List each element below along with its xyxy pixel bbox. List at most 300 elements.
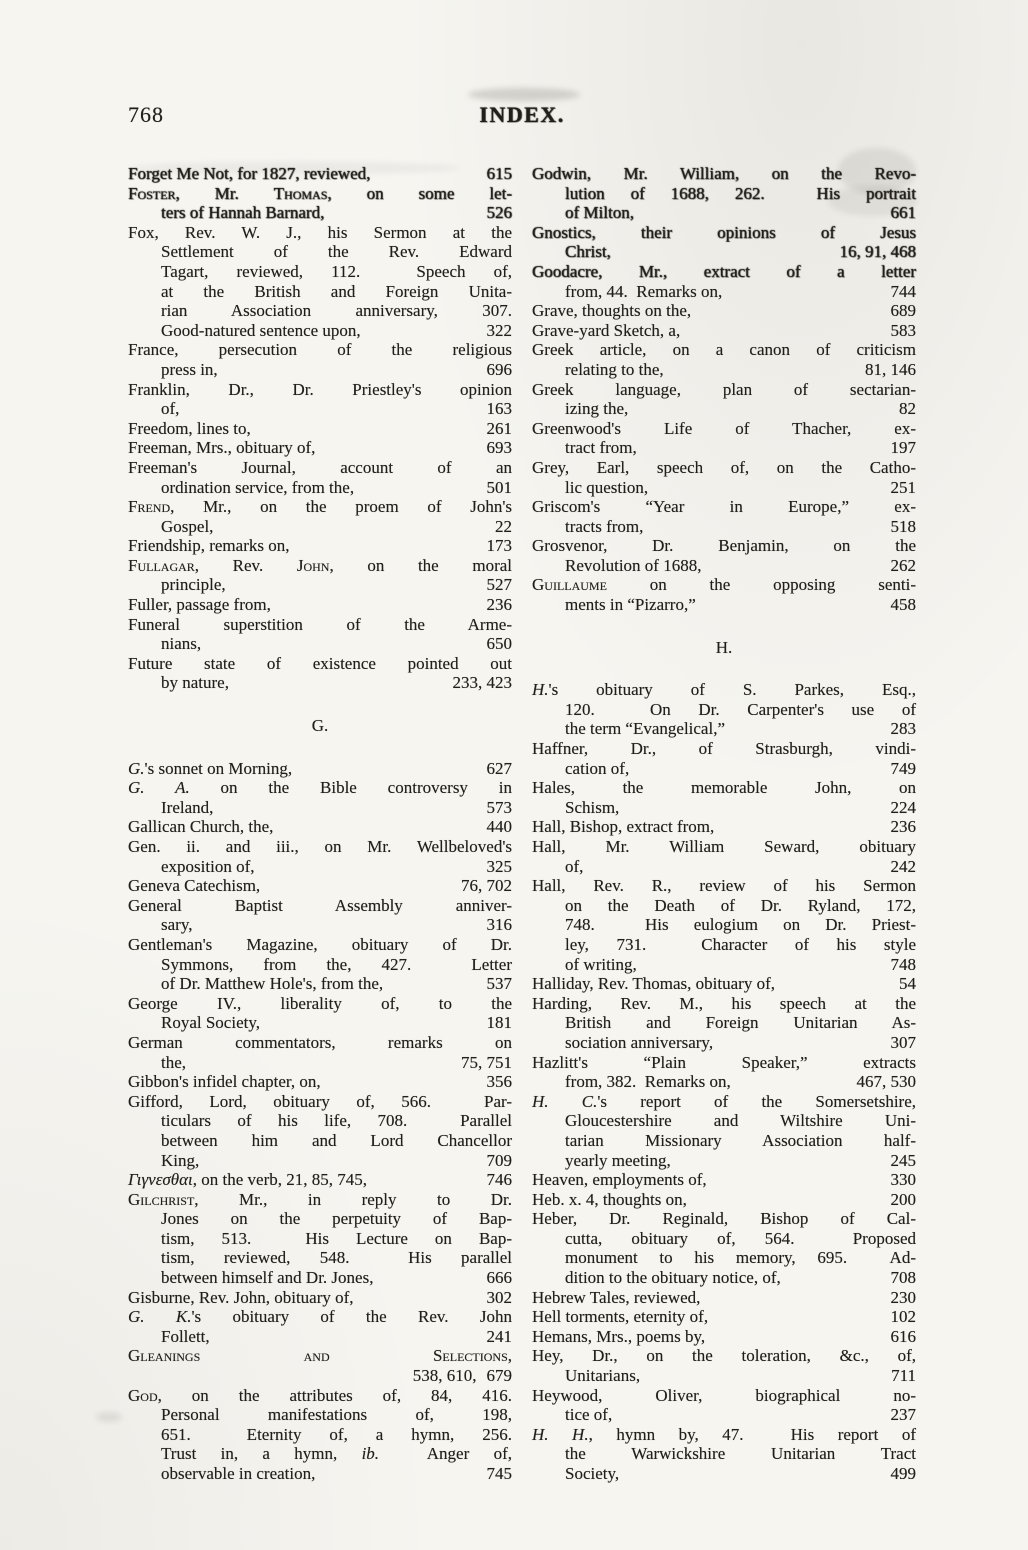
index-entry-line bbox=[532, 223, 916, 243]
entry-text: observable in creation, bbox=[161, 1464, 316, 1483]
page bbox=[128, 102, 916, 1484]
page-ref: 322 bbox=[486, 320, 512, 340]
entry-text: Hell torments, eternity of, bbox=[532, 1307, 709, 1327]
entry-text: Hey, Dr., on the toleration, &c., of, bbox=[532, 1346, 916, 1366]
index-entry-line bbox=[532, 1464, 916, 1484]
scan-smudge bbox=[96, 1412, 122, 1422]
index-entry-line bbox=[128, 798, 512, 818]
entry-text: Gen. ii. and iii., on Mr. Wellbeloved's bbox=[128, 837, 512, 856]
entry-text: Heaven, employments of, bbox=[532, 1170, 707, 1190]
page-ref: 749 bbox=[890, 758, 916, 778]
entry-text: press in, bbox=[161, 359, 218, 379]
page-ref: 233, 423 bbox=[452, 673, 512, 693]
page-ref: 22 bbox=[495, 516, 512, 536]
page-ref: 197 bbox=[890, 438, 916, 458]
entry-text: Good-natured sentence upon, bbox=[161, 320, 361, 340]
index-entry-line bbox=[532, 360, 916, 380]
entry-text: tism, 513. His Lecture on Bap- bbox=[161, 1228, 512, 1248]
index-entry-line bbox=[532, 1033, 916, 1053]
index-entry-line bbox=[128, 1131, 512, 1151]
index-columns bbox=[128, 164, 916, 1484]
entry-text: Gentleman's Magazine, obituary of Dr. bbox=[128, 934, 512, 954]
index-entry-line bbox=[532, 184, 916, 204]
entry-text: 748. His eulogium on Dr. Priest- bbox=[565, 915, 916, 935]
entry-text: yearly meeting, bbox=[565, 1150, 671, 1170]
index-entry-line bbox=[128, 896, 512, 916]
index-entry-line bbox=[532, 340, 916, 360]
index-entry-line bbox=[128, 536, 512, 556]
entry-text: Grey, Earl, speech of, on the Catho- bbox=[532, 457, 916, 477]
entry-text: principle, bbox=[161, 575, 226, 595]
entry-text: Fox, Rev. W. J., his Sermon at the bbox=[128, 222, 512, 242]
index-entry-line bbox=[128, 458, 512, 478]
index-entry-line bbox=[128, 1327, 512, 1347]
index-entry-line bbox=[128, 1190, 512, 1210]
index-column-right bbox=[532, 164, 916, 1484]
index-entry-line bbox=[128, 1464, 512, 1484]
entry-text: Heywood, Oliver, biographical no- bbox=[532, 1385, 916, 1405]
index-entry-line bbox=[532, 1307, 916, 1327]
entry-text: sary, bbox=[161, 915, 193, 935]
index-entry-line bbox=[532, 1151, 916, 1171]
entry-text: Foster, Mr. Thomas, on some let- bbox=[128, 183, 512, 203]
page-ref: 261 bbox=[486, 418, 512, 438]
page-ref: 163 bbox=[486, 399, 512, 419]
index-entry-line bbox=[128, 1307, 512, 1327]
index-entry-line bbox=[128, 340, 512, 360]
index-entry-line bbox=[532, 759, 916, 779]
page-ref: 583 bbox=[890, 320, 916, 340]
entry-text: by nature, bbox=[161, 673, 229, 693]
index-entry-line bbox=[128, 915, 512, 935]
index-entry-line bbox=[128, 1033, 512, 1053]
entry-text: 538, 610, bbox=[412, 1366, 477, 1386]
entry-text: Hebrew Tales, reviewed, bbox=[532, 1287, 701, 1307]
entry-text: the Warwickshire Unitarian Tract bbox=[565, 1444, 916, 1464]
entry-text: Follett, bbox=[161, 1326, 210, 1346]
page-ref: 527 bbox=[486, 575, 512, 595]
page-ref: 325 bbox=[486, 856, 512, 876]
entry-text: 120. On Dr. Carpenter's use of bbox=[565, 699, 916, 719]
page-ref: 307 bbox=[890, 1032, 916, 1052]
page-ref: 748 bbox=[890, 954, 916, 974]
index-entry-line bbox=[128, 360, 512, 380]
index-entry-line bbox=[532, 497, 916, 517]
entry-text: Gloucestershire and Wiltshire Uni- bbox=[565, 1111, 916, 1131]
page-ref: 679 bbox=[486, 1366, 512, 1386]
entry-text: Γιγνεσθαι, on the verb, 21, 85, 745, bbox=[128, 1170, 368, 1190]
index-entry-line bbox=[128, 1268, 512, 1288]
index-entry-line bbox=[532, 1327, 916, 1347]
index-entry-line bbox=[532, 837, 916, 857]
index-entry-line bbox=[128, 1092, 512, 1112]
index-entry-line bbox=[128, 1013, 512, 1033]
index-entry-line bbox=[532, 399, 916, 419]
index-entry-line bbox=[532, 517, 916, 537]
entry-text: Greek article, on a canon of criticism bbox=[532, 340, 916, 360]
entry-text: Haffner, Dr., of Strasburgh, vindi- bbox=[532, 739, 916, 759]
entry-text: relating to the, bbox=[565, 359, 664, 379]
entry-text: H. C.'s report of the Somersetshire, bbox=[532, 1091, 916, 1111]
index-entry-line bbox=[532, 438, 916, 458]
entry-text: Fullagar, Rev. John, on the moral bbox=[128, 555, 512, 575]
index-entry-line bbox=[532, 321, 916, 341]
index-entry-line bbox=[532, 1346, 916, 1366]
index-entry-line bbox=[532, 700, 916, 720]
index-entry-line bbox=[128, 184, 512, 204]
index-entry-line bbox=[128, 1346, 512, 1366]
index-entry-line bbox=[128, 203, 512, 223]
index-entry-line bbox=[128, 935, 512, 955]
index-entry-line bbox=[532, 203, 916, 223]
entry-text: rian Association anniversary, 307. bbox=[161, 301, 512, 321]
entry-text: G.'s sonnet on Morning, bbox=[128, 758, 293, 778]
entry-text: Society, bbox=[565, 1464, 620, 1483]
entry-text: Gifford, Lord, obituary of, 566. Par- bbox=[128, 1091, 512, 1111]
entry-text: 651. Eternity of, a hymn, 256. bbox=[161, 1424, 512, 1444]
index-entry-line bbox=[532, 994, 916, 1014]
entry-text: Freeman's Journal, account of an bbox=[128, 457, 512, 477]
entry-text: of, bbox=[565, 856, 584, 876]
index-entry-line bbox=[532, 1248, 916, 1268]
entry-text: Fuller, passage from, bbox=[128, 595, 271, 615]
entry-text: H. H., hymn by, 47. His report of bbox=[532, 1424, 916, 1444]
entry-text: France, persecution of the religious bbox=[128, 340, 512, 360]
index-entry-line bbox=[128, 1053, 512, 1073]
index-entry-line bbox=[532, 242, 916, 262]
entry-text: Royal Society, bbox=[161, 1013, 260, 1033]
page-ref: 245 bbox=[890, 1150, 916, 1170]
page-ref: 356 bbox=[486, 1072, 512, 1092]
entry-text: monument to his memory, 695. Ad- bbox=[565, 1248, 916, 1268]
page-title: INDEX. bbox=[479, 102, 565, 127]
entry-text: of, bbox=[161, 399, 180, 419]
page-ref: 102 bbox=[890, 1307, 916, 1327]
page-ref: 518 bbox=[890, 516, 916, 536]
index-entry-line bbox=[128, 955, 512, 975]
page-ref: 696 bbox=[486, 359, 512, 379]
page-ref: 627 bbox=[486, 758, 512, 778]
entry-text: Godwin, Mr. William, on the Revo- bbox=[532, 164, 916, 183]
index-entry-line bbox=[532, 935, 916, 955]
entry-text: Greek language, plan of sectarian- bbox=[532, 379, 916, 399]
index-entry-line bbox=[532, 478, 916, 498]
page-ref: 76, 702 bbox=[461, 876, 512, 896]
page-number: 768 bbox=[128, 102, 164, 127]
entry-text: Gisburne, Rev. John, obituary of, bbox=[128, 1287, 354, 1307]
index-entry-line bbox=[532, 1405, 916, 1425]
page-ref: 251 bbox=[890, 477, 916, 497]
entry-text: Freedom, lines to, bbox=[128, 418, 251, 438]
entry-text: Guillaume on the opposing senti- bbox=[532, 575, 916, 595]
page-ref: 200 bbox=[890, 1189, 916, 1209]
page-ref: 16, 91, 468 bbox=[839, 242, 916, 262]
index-entry-line bbox=[128, 817, 512, 837]
entry-text: Grave, thoughts on the, bbox=[532, 301, 692, 321]
page-ref: 316 bbox=[486, 915, 512, 935]
entry-text: of writing, bbox=[565, 954, 637, 974]
index-entry-line bbox=[128, 1386, 512, 1406]
entry-text: of Milton, bbox=[565, 203, 634, 223]
index-entry-line bbox=[532, 719, 916, 739]
entry-text: tism, reviewed, 548. His parallel bbox=[161, 1248, 512, 1268]
page-ref: 615 bbox=[486, 164, 512, 183]
index-entry-line bbox=[532, 282, 916, 302]
entry-text: Heber, Dr. Reginald, Bishop of Cal- bbox=[532, 1209, 916, 1229]
index-entry-line bbox=[532, 1092, 916, 1112]
page-ref: 467, 530 bbox=[856, 1072, 916, 1092]
entry-text: Trust in, a hymn, ib. Anger of, bbox=[161, 1444, 512, 1464]
index-entry-line bbox=[532, 1268, 916, 1288]
page-ref: 262 bbox=[890, 555, 916, 575]
entry-text: Gleanings and Selections, bbox=[128, 1346, 512, 1366]
index-entry-line bbox=[128, 994, 512, 1014]
entry-text: Hales, the memorable John, on bbox=[532, 778, 916, 798]
page-ref: 242 bbox=[890, 856, 916, 876]
entry-text: Goodacre, Mr., extract of a letter bbox=[532, 261, 916, 281]
page-ref: 666 bbox=[486, 1268, 512, 1288]
page-ref: 230 bbox=[890, 1287, 916, 1307]
entry-text: Gilchrist, Mr., in reply to Dr. bbox=[128, 1189, 512, 1209]
entry-text: Geneva Catechism, bbox=[128, 876, 261, 896]
entry-text: Franklin, Dr., Dr. Priestley's opinion bbox=[128, 379, 512, 399]
index-entry-line bbox=[532, 1425, 916, 1445]
index-entry-line bbox=[532, 1072, 916, 1092]
page-ref: 709 bbox=[486, 1150, 512, 1170]
index-entry-line bbox=[532, 262, 916, 282]
entry-text: cutta, obituary of, 564. Proposed bbox=[565, 1228, 916, 1248]
entry-text: lution of 1688, 262. His portrait bbox=[565, 183, 916, 203]
index-entry-line bbox=[128, 837, 512, 857]
page-ref: 458 bbox=[890, 595, 916, 615]
index-entry-line bbox=[532, 955, 916, 975]
page-ref: 75, 751 bbox=[461, 1052, 512, 1072]
entry-text: the, bbox=[161, 1052, 187, 1072]
entry-text: General Baptist Assembly anniver- bbox=[128, 895, 512, 915]
entry-text: Unitarians, bbox=[565, 1366, 641, 1386]
section-heading: H. bbox=[715, 637, 733, 657]
index-entry-line bbox=[128, 1170, 512, 1190]
page-ref: 661 bbox=[890, 203, 916, 223]
index-entry-line bbox=[128, 634, 512, 654]
index-entry-line bbox=[532, 419, 916, 439]
index-entry-line bbox=[128, 1111, 512, 1131]
index-entry-line bbox=[532, 595, 916, 615]
page-ref: 330 bbox=[890, 1170, 916, 1190]
index-entry-line bbox=[128, 1229, 512, 1249]
entry-text: from, 382. Remarks on, bbox=[565, 1072, 731, 1092]
index-entry-line bbox=[128, 478, 512, 498]
page-ref: 173 bbox=[486, 536, 512, 556]
page-ref: 302 bbox=[486, 1287, 512, 1307]
entry-text: Forget Me Not, for 1827, reviewed, bbox=[128, 164, 371, 183]
entry-text: Gospel, bbox=[161, 516, 214, 536]
entry-text: Ireland, bbox=[161, 797, 214, 817]
index-column-left bbox=[128, 164, 512, 1484]
index-entry-line bbox=[532, 164, 916, 184]
entry-text: ley, 731. Character of his style bbox=[565, 934, 916, 954]
entry-text: the term “Evangelical,” bbox=[565, 719, 725, 739]
entry-text: Jones on the perpetuity of Bap- bbox=[161, 1209, 512, 1229]
entry-text: tice of, bbox=[565, 1405, 613, 1425]
entry-text: Schism, bbox=[565, 797, 620, 817]
index-entry-line bbox=[532, 1209, 916, 1229]
entry-text: Hall, Rev. R., review of his Sermon bbox=[532, 876, 916, 896]
entry-text: tarian Missionary Association half- bbox=[565, 1130, 916, 1150]
page-ref: 708 bbox=[890, 1268, 916, 1288]
entry-text: sociation anniversary, bbox=[565, 1032, 714, 1052]
page-ref: 746 bbox=[486, 1170, 512, 1190]
entry-text: German commentators, remarks on bbox=[128, 1032, 512, 1052]
index-entry-line bbox=[128, 399, 512, 419]
index-entry-line bbox=[532, 458, 916, 478]
page-ref: 526 bbox=[486, 203, 512, 223]
entry-text: Grave-yard Sketch, a, bbox=[532, 320, 681, 340]
entry-text: Personal manifestations of, 198, bbox=[161, 1405, 512, 1425]
page-ref: 241 bbox=[486, 1326, 512, 1346]
entry-text: Hall, Mr. William Seward, obituary bbox=[532, 837, 916, 856]
page-ref: 81, 146 bbox=[865, 359, 916, 379]
entry-text: G. A. on the Bible controversy in bbox=[128, 778, 512, 798]
entry-text: lic question, bbox=[565, 477, 649, 497]
entry-text: on the Death of Dr. Ryland, 172, bbox=[565, 895, 916, 915]
entry-text: Grosvenor, Dr. Benjamin, on the bbox=[532, 536, 916, 556]
entry-text: dition to the obituary notice, of, bbox=[565, 1268, 781, 1288]
index-entry-line bbox=[128, 242, 512, 262]
page-ref: 54 bbox=[899, 974, 916, 994]
entry-text: British and Foreign Unitarian As- bbox=[565, 1013, 916, 1033]
index-entry-line bbox=[128, 1288, 512, 1308]
entry-text: Hazlitt's “Plain Speaker,” extracts bbox=[532, 1052, 916, 1072]
entry-text: ters of Hannah Barnard, bbox=[161, 203, 325, 223]
entry-text: tract from, bbox=[565, 438, 637, 458]
index-entry-line bbox=[128, 876, 512, 896]
index-entry-line bbox=[128, 1151, 512, 1171]
entry-text: Funeral superstition of the Arme- bbox=[128, 614, 512, 634]
entry-text: Future state of existence pointed out bbox=[128, 653, 512, 673]
index-entry-line bbox=[128, 673, 512, 693]
index-entry-line bbox=[532, 778, 916, 798]
index-entry-line bbox=[128, 857, 512, 877]
entry-text: of Dr. Matthew Hole's, from the, bbox=[161, 974, 384, 994]
entry-text: Gibbon's infidel chapter, on, bbox=[128, 1072, 321, 1092]
index-entry-line bbox=[128, 301, 512, 321]
entry-text: Symmons, from the, 427. Letter bbox=[161, 954, 512, 974]
entry-text: Heb. x. 4, thoughts on, bbox=[532, 1189, 687, 1209]
scan-smudge bbox=[468, 88, 580, 101]
entry-text: Gnostics, their opinions of Jesus bbox=[532, 222, 916, 242]
index-entry-line bbox=[128, 223, 512, 243]
page-ref: 236 bbox=[486, 595, 512, 615]
index-entry-line bbox=[532, 556, 916, 576]
index-entry-line bbox=[532, 1131, 916, 1151]
entry-text: ordination service, from the, bbox=[161, 477, 355, 497]
index-entry-line bbox=[128, 164, 512, 184]
index-entry-line bbox=[532, 301, 916, 321]
entry-text: Frend, Mr., on the proem of John's bbox=[128, 497, 512, 517]
index-entry-line bbox=[532, 536, 916, 556]
index-entry-line bbox=[128, 1248, 512, 1268]
index-entry-line bbox=[128, 759, 512, 779]
entry-text: cation of, bbox=[565, 758, 630, 778]
entry-text: G. K.'s obituary of the Rev. John bbox=[128, 1307, 512, 1327]
page-ref: 440 bbox=[486, 817, 512, 837]
entry-text: between himself and Dr. Jones, bbox=[161, 1268, 374, 1288]
index-entry-line bbox=[128, 517, 512, 537]
index-entry-line bbox=[128, 654, 512, 674]
page-ref: 181 bbox=[486, 1013, 512, 1033]
entry-text: ments in “Pizarro,” bbox=[565, 595, 696, 615]
index-entry-line bbox=[532, 876, 916, 896]
index-entry-line bbox=[532, 798, 916, 818]
index-entry-line bbox=[532, 915, 916, 935]
index-entry-line bbox=[128, 595, 512, 615]
index-entry-line bbox=[128, 1072, 512, 1092]
page-ref: 501 bbox=[486, 477, 512, 497]
entry-text: Friendship, remarks on, bbox=[128, 536, 290, 556]
page-ref: 689 bbox=[890, 301, 916, 321]
entry-text: ticulars of his life, 708. Parallel bbox=[161, 1111, 512, 1131]
entry-text: exposition of, bbox=[161, 856, 255, 876]
index-entry-line bbox=[128, 575, 512, 595]
page-ref: 744 bbox=[890, 281, 916, 301]
index-entry-line bbox=[532, 857, 916, 877]
index-entry-line bbox=[532, 1111, 916, 1131]
index-entry-line bbox=[532, 739, 916, 759]
page-ref: 224 bbox=[890, 797, 916, 817]
index-entry-line bbox=[532, 817, 916, 837]
index-entry-line bbox=[532, 1013, 916, 1033]
index-entry-line bbox=[128, 438, 512, 458]
index-entry-line bbox=[532, 1170, 916, 1190]
entry-text: Hemans, Mrs., poems by, bbox=[532, 1326, 706, 1346]
page-ref: 693 bbox=[486, 438, 512, 458]
index-entry-line bbox=[128, 974, 512, 994]
index-entry-line bbox=[128, 556, 512, 576]
page-ref: 537 bbox=[486, 974, 512, 994]
entry-text: Hall, Bishop, extract from, bbox=[532, 817, 715, 837]
entry-text: H.'s obituary of S. Parkes, Esq., bbox=[532, 680, 916, 700]
index-entry-line bbox=[128, 1425, 512, 1445]
page-ref: 711 bbox=[891, 1366, 916, 1386]
entry-text: Settlement of the Rev. Edward bbox=[161, 242, 512, 262]
index-entry-line bbox=[532, 1190, 916, 1210]
entry-text: Tagart, reviewed, 112. Speech of, bbox=[161, 261, 512, 281]
page-ref: 82 bbox=[899, 399, 916, 419]
index-entry-line bbox=[532, 575, 916, 595]
entry-text: George IV., liberality of, to the bbox=[128, 993, 512, 1013]
page-ref: 237 bbox=[890, 1405, 916, 1425]
index-entry-line bbox=[532, 1229, 916, 1249]
page-ref: 650 bbox=[486, 634, 512, 654]
index-entry-line bbox=[128, 1444, 512, 1464]
entry-text: from, 44. Remarks on, bbox=[565, 281, 723, 301]
page-ref: 745 bbox=[486, 1464, 512, 1483]
index-entry-line bbox=[532, 1386, 916, 1406]
entry-text: tracts from, bbox=[565, 516, 644, 536]
index-entry-line bbox=[128, 1405, 512, 1425]
entry-text: Revolution of 1688, bbox=[565, 555, 702, 575]
index-entry-line bbox=[128, 1366, 512, 1386]
index-entry-line bbox=[532, 1444, 916, 1464]
entry-text: between him and Lord Chancellor bbox=[161, 1130, 512, 1150]
index-entry-line bbox=[128, 321, 512, 341]
page-ref: 283 bbox=[890, 719, 916, 739]
index-entry-line bbox=[532, 1366, 916, 1386]
index-entry-line bbox=[128, 615, 512, 635]
index-entry-line bbox=[532, 1288, 916, 1308]
section-heading: G. bbox=[311, 716, 329, 736]
